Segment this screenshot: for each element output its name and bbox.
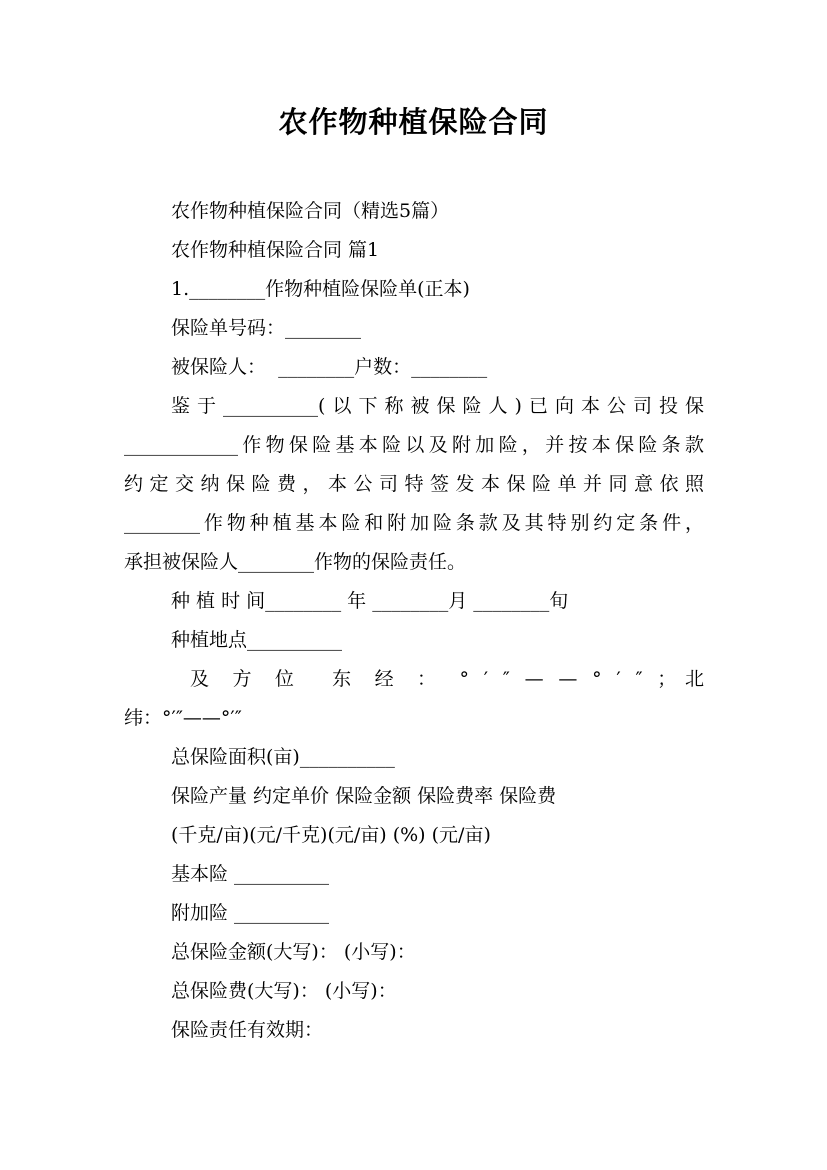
paragraph-line: 承担被保险人________作物的保险责任。 — [124, 551, 467, 573]
paragraph-line: 农作物种植保险合同（精选5篇） — [171, 200, 450, 222]
paragraph-line: 保险产量 约定单价 保险金额 保险费率 保险费 — [171, 785, 557, 807]
paragraph-line: 总保险面积(亩)__________ — [171, 746, 395, 768]
paragraph-line: 被保险人： ________户数：________ — [171, 356, 488, 378]
paragraph-line: 总保险费(大写)： (小写)： — [171, 980, 397, 1002]
document-title: 农作物种植保险合同 — [278, 105, 549, 139]
paragraph-line: 总保险金额(大写)： (小写)： — [171, 941, 416, 963]
paragraph-line: 附加险 __________ — [171, 902, 330, 924]
paragraph-line: 保险责任有效期： — [171, 1019, 324, 1041]
paragraph-line: 及 方 位 东 经 ： ° ′ ″ — — ° ′ ″ ；北 — [190, 668, 704, 690]
paragraph-line: ________作物种植基本险和附加险条款及其特别约定条件， — [124, 512, 704, 534]
paragraph-line: 种植地点__________ — [171, 629, 343, 651]
paragraph-line: 鉴于__________(以下称被保险人)已向本公司投保 — [171, 395, 704, 417]
paragraph-line: 保险单号码：________ — [171, 317, 362, 339]
paragraph-line: 纬：°′″——°′″ — [124, 707, 242, 729]
paragraph-line: 种 植 时 间________ 年 ________月 ________旬 — [171, 590, 569, 612]
paragraph-line: 基本险 __________ — [171, 863, 330, 885]
paragraph-line: 约定交纳保险费，本公司特签发本保险单并同意依照 — [124, 473, 704, 495]
paragraph-line: 1.________作物种植险保险单(正本) — [171, 278, 470, 300]
paragraph-line: ____________作物保险基本险以及附加险，并按本保险条款 — [124, 434, 704, 456]
paragraph-line: 农作物种植保险合同 篇1 — [171, 239, 380, 261]
paragraph-line: (千克/亩)(元/千克)(元/亩) (%) (元/亩) — [171, 824, 491, 846]
